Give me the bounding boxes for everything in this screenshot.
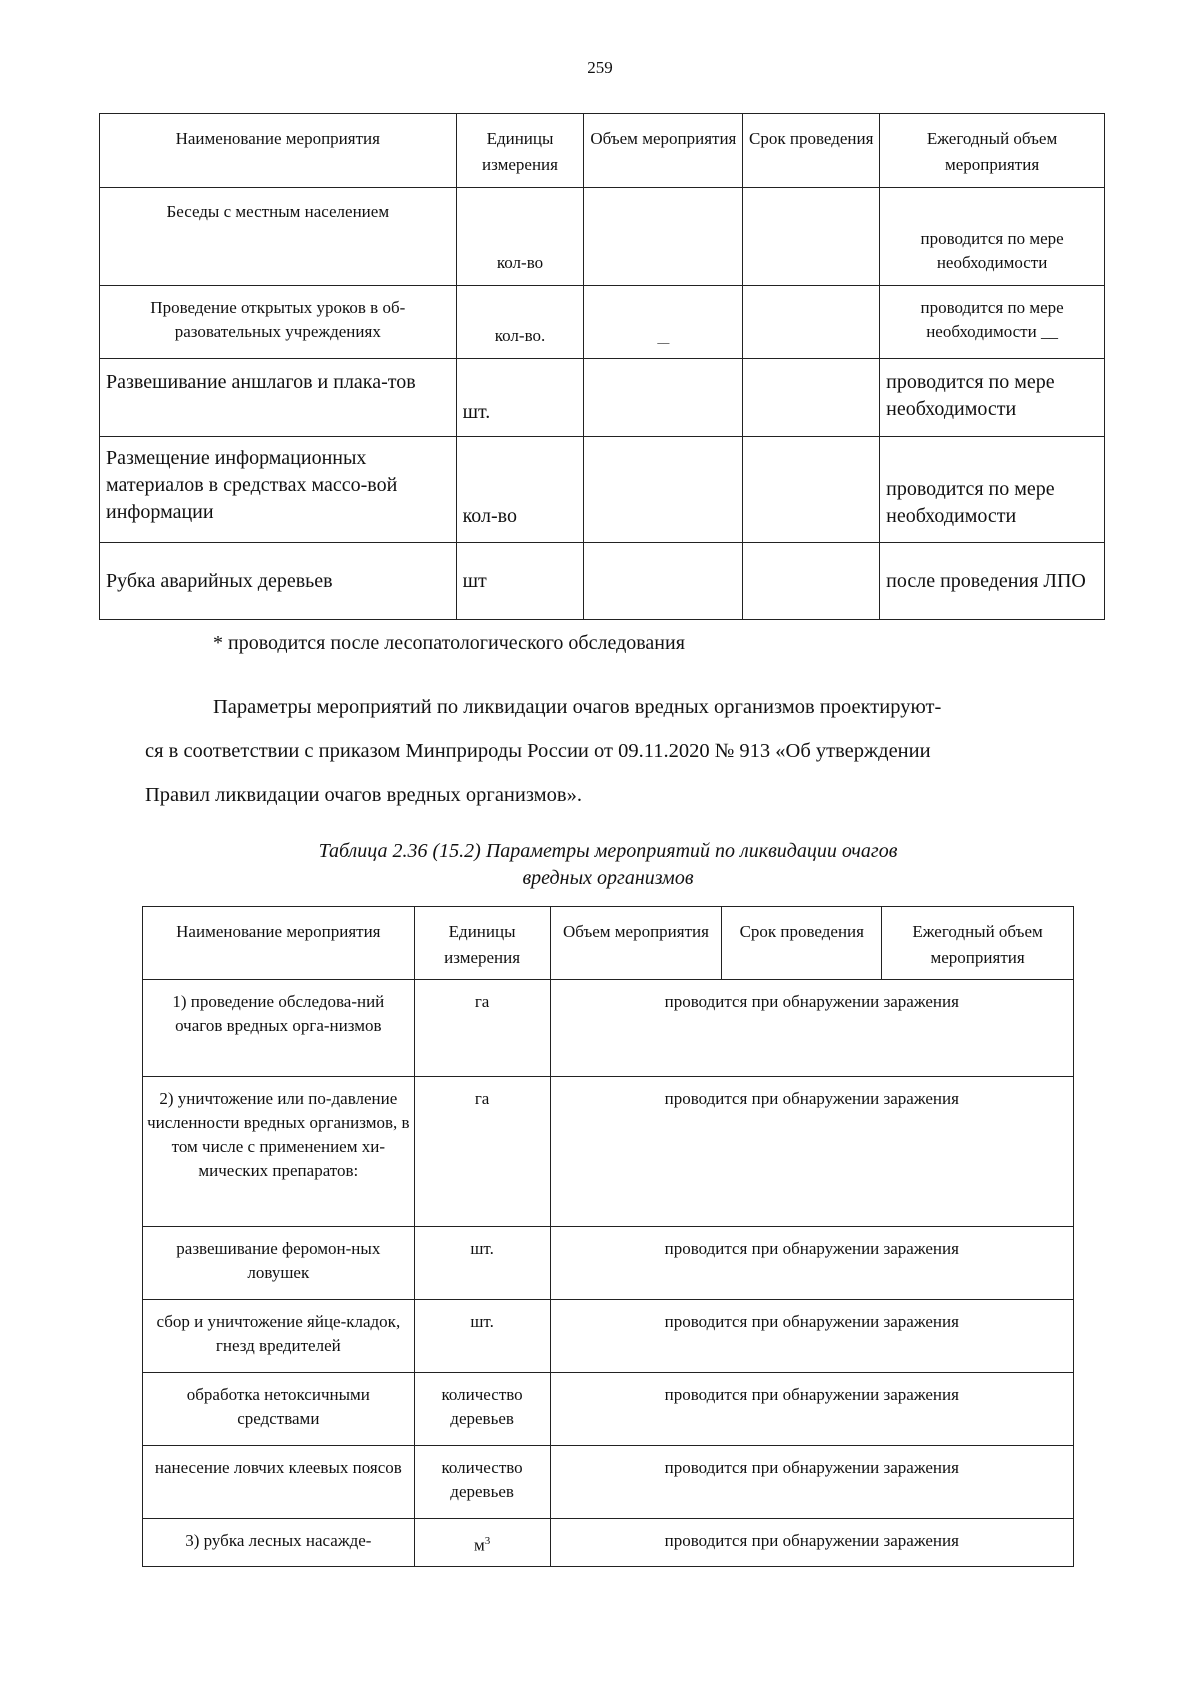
row-volume	[584, 543, 743, 620]
page-number: 259	[587, 58, 613, 77]
row-unit	[414, 1519, 550, 1567]
table-caption	[142, 838, 1074, 892]
row-unit: кол-во.	[456, 286, 584, 359]
header-volume: Объем мероприятия	[584, 114, 743, 188]
row-unit: шт.	[414, 1227, 550, 1300]
table-header-row	[100, 114, 1105, 188]
row-status: проводится при обнаружении заражения	[550, 1077, 1073, 1227]
row-name: 1) проведение обследова-ний очагов вредных орга-низмов	[143, 980, 415, 1077]
row-volume	[584, 188, 743, 286]
table-row	[143, 1300, 1074, 1373]
row-name: обработка нетоксичными средствами	[143, 1373, 415, 1446]
table-row	[143, 1077, 1074, 1227]
row-name: Размещение информационных материалов в средствах массо-вой информации	[100, 437, 457, 543]
header-annual: Ежегодный объем мероприятия	[882, 907, 1074, 980]
row-name: Развешивание аншлагов и плака-тов	[100, 359, 457, 437]
table-row	[143, 1373, 1074, 1446]
row-unit: шт.	[414, 1300, 550, 1373]
table-header-row	[143, 907, 1074, 980]
header-annual: Ежегодный объем мероприятия	[880, 114, 1105, 188]
row-status: проводится при обнаружении заражения	[550, 1373, 1073, 1446]
row-unit: количество деревьев	[414, 1373, 550, 1446]
table-row	[100, 437, 1105, 543]
row-unit: шт	[456, 543, 584, 620]
table-row	[100, 188, 1105, 286]
header-unit: Единицы измерения	[456, 114, 584, 188]
row-term	[743, 188, 880, 286]
row-unit: кол-во	[456, 437, 584, 543]
header-term: Срок проведения	[722, 907, 882, 980]
table-row	[100, 543, 1105, 620]
row-volume	[584, 359, 743, 437]
caption-line-2: вредных организмов	[522, 867, 694, 889]
table-row	[143, 1446, 1074, 1519]
row-volume: __	[584, 286, 743, 359]
row-unit: га	[414, 1077, 550, 1227]
row-name: Проведение открытых уроков в об-разовательных учреждениях	[100, 286, 457, 359]
row-annual: проводится по мере необходимости	[880, 359, 1105, 437]
row-term	[743, 543, 880, 620]
row-unit: количество деревьев	[414, 1446, 550, 1519]
row-name: сбор и уничтожение яйце-кладок, гнезд вредителей	[143, 1300, 415, 1373]
table-row	[143, 980, 1074, 1077]
row-term	[743, 437, 880, 543]
table-row	[143, 1519, 1074, 1567]
paragraph-line-3: Правил ликвидации очагов вредных организмов».	[145, 784, 582, 806]
row-annual: проводится по мере необходимости __	[880, 286, 1105, 359]
paragraph-line-2: ся в соответствии с приказом Минприроды России от 09.11.2020 № 913 «Об утверждении	[145, 740, 931, 762]
row-annual: проводится по мере необходимости	[880, 188, 1105, 286]
header-term: Срок проведения	[743, 114, 880, 188]
header-unit: Единицы измерения	[414, 907, 550, 980]
row-unit: шт.	[456, 359, 584, 437]
table-row	[100, 286, 1105, 359]
row-term	[743, 286, 880, 359]
caption-line-1: Таблица 2.36 (15.2) Параметры мероприятий по ликвидации очагов	[318, 840, 898, 862]
pest-measures-table	[142, 906, 1074, 1567]
table-row	[143, 1227, 1074, 1300]
row-annual: проводится по мере необходимости	[880, 437, 1105, 543]
row-annual: после проведения ЛПО	[880, 543, 1105, 620]
row-status: проводится при обнаружении заражения	[550, 980, 1073, 1077]
row-status: проводится при обнаружении заражения	[550, 1227, 1073, 1300]
row-term	[743, 359, 880, 437]
row-unit: га	[414, 980, 550, 1077]
row-status: проводится при обнаружении заражения	[550, 1300, 1073, 1373]
table-footnote: * проводится после лесопатологического обследования	[213, 632, 685, 654]
header-name: Наименование мероприятия	[100, 114, 457, 188]
row-name: Рубка аварийных деревьев	[100, 543, 457, 620]
header-volume: Объем мероприятия	[550, 907, 722, 980]
table-row	[100, 359, 1105, 437]
paragraph-line-1: Параметры мероприятий по ликвидации очагов вредных организмов проектируют-	[213, 696, 942, 718]
row-name: 2) уничтожение или по-давление численности вредных организмов, в том числе с применением хи-мических препаратов:	[143, 1077, 415, 1227]
row-status: проводится при обнаружении заражения	[550, 1446, 1073, 1519]
row-unit: кол-во	[456, 188, 584, 286]
row-volume	[584, 437, 743, 543]
row-name: развешивание феромон-ных ловушек	[143, 1227, 415, 1300]
row-name: 3) рубка лесных насажде-	[143, 1519, 415, 1567]
header-name: Наименование мероприятия	[143, 907, 415, 980]
row-name: Беседы с местным населением	[100, 188, 457, 286]
row-name: нанесение ловчих клеевых поясов	[143, 1446, 415, 1519]
activities-table	[99, 113, 1105, 620]
row-status: проводится при обнаружении заражения	[550, 1519, 1073, 1567]
unit-text: м	[473, 1535, 485, 1555]
unit-superscript: 3	[484, 1535, 491, 1547]
